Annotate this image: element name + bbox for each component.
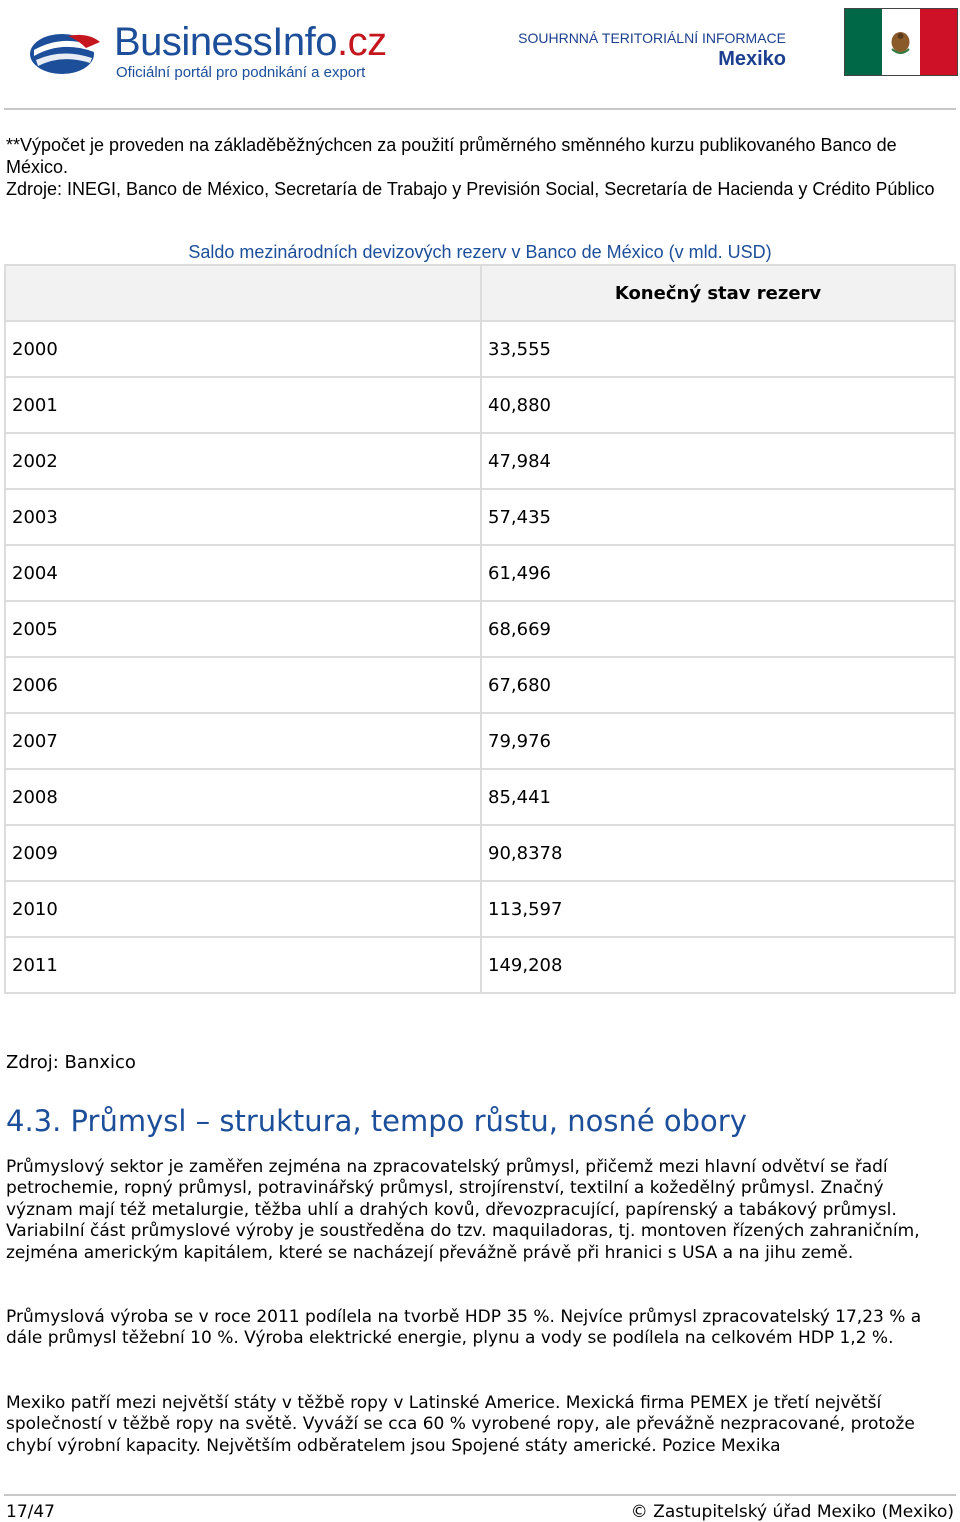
table-header-row (5, 265, 955, 321)
year-cell: 2006 (5, 657, 481, 713)
value-cell: 113,597 (481, 881, 955, 937)
year-cell: 2011 (5, 937, 481, 993)
notes-block (6, 134, 951, 200)
table-row (5, 433, 955, 489)
table-row (5, 825, 955, 881)
paragraph-oil: Mexiko patří mezi největší státy v těžbě ropy v Latinské Americe. Mexická firma PEMEX je třetí největší společností v těžbě ropy na světě. Vyváží se cca 60 % vyrobené ropy, ale převážně nezpracované, protože chybí výrobní kapacity. Největším odběratelem jsou Spojené státy americké. Pozice Mexika (6, 1393, 915, 1456)
value-cell: 47,984 (481, 433, 955, 489)
table-source: Zdroj: Banxico (6, 1052, 136, 1073)
year-cell: 2004 (5, 545, 481, 601)
value-cell: 149,208 (481, 937, 955, 993)
year-cell: 2010 (5, 881, 481, 937)
table-row (5, 769, 955, 825)
table-title: Saldo mezinárodních devizových rezerv v Banco de México (v mld. USD) (188, 242, 772, 262)
table-row (5, 881, 955, 937)
value-cell: 57,435 (481, 489, 955, 545)
paragraph-industry-gdp: Průmyslová výroba se v roce 2011 podílela na tvorbě HDP 35 %. Nejvíce průmysl zpracovatelský 17,23 % a dále průmysl těžební 10 %. Výroba elektrické energie, plynu a vody se podílela na celkovém HDP 1,2 %. (6, 1307, 922, 1349)
coat-of-arms-icon (882, 9, 919, 75)
value-cell: 67,680 (481, 657, 955, 713)
year-cell: 2009 (5, 825, 481, 881)
year-cell: 2000 (5, 321, 481, 377)
value-cell: 79,976 (481, 713, 955, 769)
table-row (5, 489, 955, 545)
paragraph-industry-structure: Průmyslový sektor je zaměřen zejména na zpracovatelský průmysl, přičemž mezi hlavní odvětví se řadí petrochemie, ropný průmysl, potravinářský průmysl, strojírenství, textilní a kožedělný průmysl. Značný význam mají též metalurgie, těžba uhlí a drahých kovů, dřevozpracující, papírenský a tabákový průmysl. Variabilní část průmyslové výroby je soustředěna do tzv. maquiladoras, tj. montoven řízených zahraničním, zejména americkým kapitálem, které se nacházejí převážně právě při hranici s USA a na jihu země. (6, 1157, 920, 1263)
businessinfo-logo[interactable] (28, 22, 388, 82)
header-divider (4, 108, 956, 110)
table-row (5, 321, 955, 377)
value-cell: 61,496 (481, 545, 955, 601)
logo-tagline: Oficiální portál pro podnikání a export (116, 64, 366, 81)
table-row (5, 545, 955, 601)
sources-note: Zdroje: INEGI, Banco de México, Secretaría de Trabajo y Previsión Social, Secretaría de Hacienda y Crédito Público (6, 179, 935, 199)
mexico-flag-icon (844, 8, 958, 76)
footer-divider (4, 1494, 956, 1496)
year-cell: 2001 (5, 377, 481, 433)
year-cell: 2007 (5, 713, 481, 769)
year-cell: 2005 (5, 601, 481, 657)
value-cell: 85,441 (481, 769, 955, 825)
table-row (5, 657, 955, 713)
page-header (0, 0, 960, 110)
header-info (518, 30, 786, 71)
value-cell: 90,8378 (481, 825, 955, 881)
table-header-final-reserves: Konečný stav rezerv (481, 265, 955, 321)
table-header-blank (5, 265, 481, 321)
logo-wordmark: BusinessInfo.cz (114, 20, 387, 64)
year-cell: 2002 (5, 433, 481, 489)
table-row (5, 601, 955, 657)
reserves-table (4, 264, 956, 994)
calculation-note: **Výpočet je proveden na základěběžnýchcen za použití průměrného směnného kurzu publikovaného Banco de México. (6, 135, 897, 177)
globe-logo-icon (28, 28, 104, 76)
table-row (5, 713, 955, 769)
value-cell: 40,880 (481, 377, 955, 433)
year-cell: 2003 (5, 489, 481, 545)
table-row (5, 377, 955, 433)
document-type-caption: SOUHRNNÁ TERITORIÁLNÍ INFORMACE (518, 30, 786, 46)
table-row (5, 937, 955, 993)
year-cell: 2008 (5, 769, 481, 825)
page-number: 17/47 (6, 1502, 55, 1522)
footer-copyright: © Zastupitelský úřad Mexiko (Mexiko) (630, 1502, 954, 1522)
country-name: Mexiko (718, 48, 786, 70)
section-heading: 4.3. Průmysl – struktura, tempo růstu, nosné obory (6, 1104, 747, 1138)
value-cell: 68,669 (481, 601, 955, 657)
value-cell: 33,555 (481, 321, 955, 377)
